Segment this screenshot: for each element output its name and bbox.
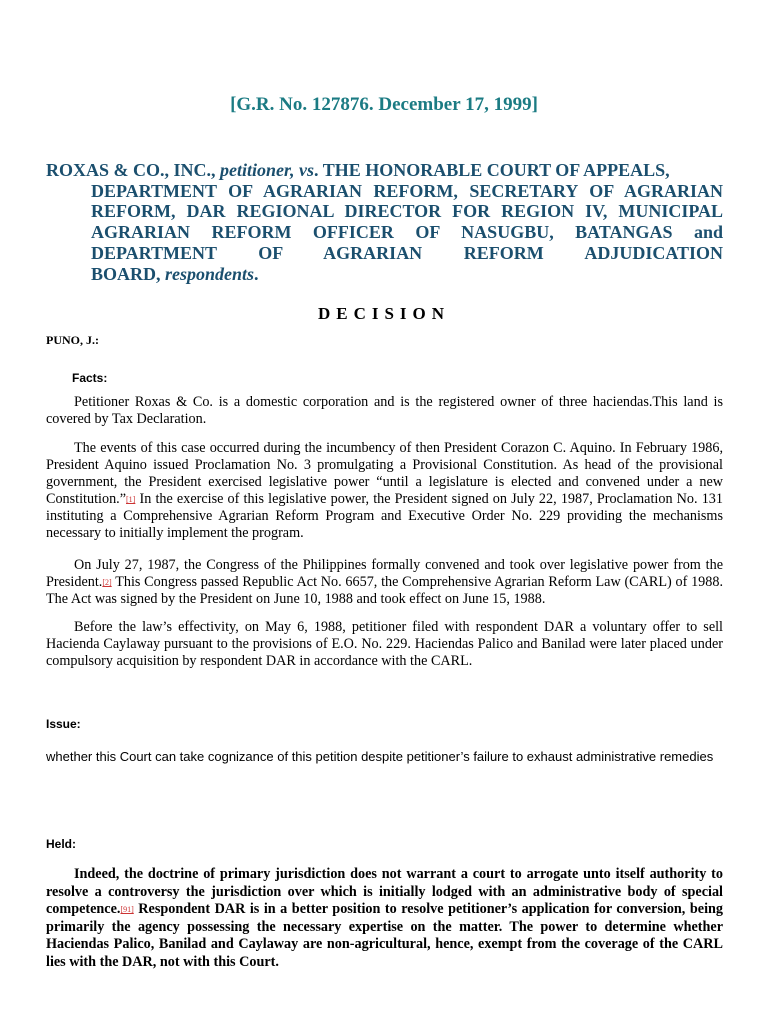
held-text-a: Indeed, the doctrine of primary jurisdiction does not warrant a court to arrogate unto itself authority to resolve a controversy the jurisdiction over which is initially lodged with an administrative body of special competence. (46, 866, 723, 918)
versus-label: vs (299, 160, 315, 180)
parties-line-4: AGRARIAN REFORM OFFICER OF NASUGBU, BATANGAS and (91, 222, 723, 243)
facts-text-3a: On July 27, 1987, the Congress of the Philippines formally convened and took over legislative power from the President. (46, 557, 723, 590)
parties-line-3: REFORM, DAR REGIONAL DIRECTOR FOR REGION IV, MUNICIPAL (91, 201, 723, 222)
facts-text-2 (46, 440, 723, 542)
parties-line-2: DEPARTMENT OF AGRARIAN REFORM, SECRETARY OF AGRARIAN (91, 180, 723, 201)
facts-text-4: Before the law’s effectivity, on May 6, 1988, petitioner filed with respondent DAR a voluntary offer to sell Hacienda Caylaway pursuant to the provisions of E.O. No. 229. Haciendas Palico and Banilad were later placed under compulsory acquisition by respondent DAR in accordance with the CARL. (46, 619, 723, 669)
ponente: PUNO, J.: (46, 333, 99, 347)
facts-text-3 (46, 557, 723, 608)
held-paragraph (46, 866, 723, 972)
parties-line-1 (46, 160, 723, 181)
footnote-link-2[interactable]: [2] (102, 578, 112, 587)
parties-line-5: DEPARTMENT OF AGRARIAN REFORM ADJUDICATION (91, 242, 723, 263)
board-name: BOARD, (91, 263, 161, 284)
parties-line-6 (46, 264, 723, 285)
facts-paragraph-1 (46, 394, 723, 428)
footnote-link-91[interactable]: [91] (120, 905, 134, 915)
comma: , (290, 160, 300, 180)
respondent-court: . THE HONORABLE COURT OF APPEALS, (314, 160, 670, 180)
issue-heading: Issue: (46, 717, 81, 731)
case-parties (46, 160, 723, 284)
respondents-label: respondents (165, 263, 255, 284)
facts-heading: Facts: (72, 371, 108, 385)
issue-text: whether this Court can take cognizance of this petition despite petitioner’s failure to exhaust administrative remedies (46, 749, 714, 764)
held-heading: Held: (46, 837, 76, 851)
petitioner-name: ROXAS & CO., INC., (46, 160, 216, 180)
case-number: [G.R. No. 127876. December 17, 1999] (230, 94, 538, 115)
petitioner-label: petitioner (220, 160, 291, 180)
facts-text-3b: This Congress passed Republic Act No. 6657, the Comprehensive Agrarian Reform Law (CARL) of 1988. The Act was signed by the President on June 10, 1988 and took effect on June 15, 1988. (46, 574, 723, 607)
held-text (46, 866, 723, 972)
facts-text-1: Petitioner Roxas & Co. is a domestic corporation and is the registered owner of three haciendas.This land is covered by Tax Declaration. (46, 394, 723, 427)
facts-paragraph-4 (46, 619, 723, 670)
facts-text-2a: The events of this case occurred during the incumbency of then President Corazon C. Aquino. In February 1986, President Aquino issued Proclamation No. 3 promulgating a Provisional Constitution. As head of the provisional government, the President exercised legislative power “until a legislature is elected and convened under a new Constitution.” (46, 440, 723, 507)
held-text-b: Respondent DAR is in a better position to resolve petitioner’s application for conversion, being primarily the agency possessing the necessary expertise on the matter. The power to determine whether Haciendas Palico, Banilad and Caylaway are non-agricultural, hence, exempt from the coverage of the CARL lies with the DAR, not with this Court. (46, 901, 723, 970)
facts-paragraph-3 (46, 557, 723, 608)
period: . (254, 263, 259, 284)
decision-title: DECISION (317, 304, 451, 323)
footnote-link-1[interactable]: [1] (126, 495, 136, 504)
facts-paragraph-2 (46, 440, 723, 542)
facts-text-2b: In the exercise of this legislative power, the President signed on July 22, 1987, Proclamation No. 131 instituting a Comprehensive Agrarian Reform Program and Executive Order No. 229 providing the mechanisms necessary to initially implement the program. (46, 491, 723, 541)
